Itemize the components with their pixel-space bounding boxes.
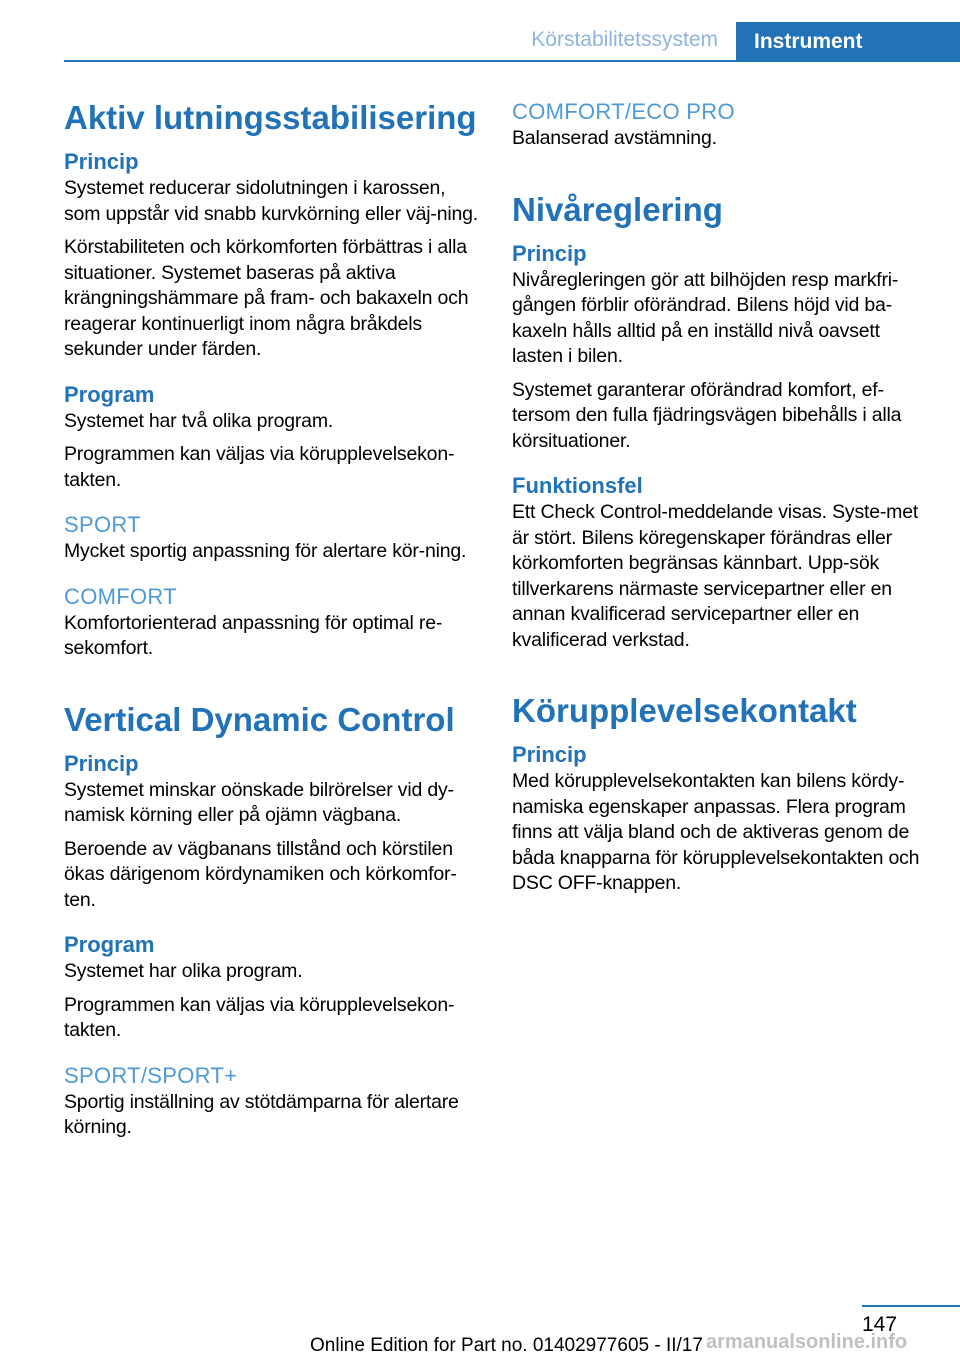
page-number: 147 bbox=[862, 1313, 898, 1336]
header-chapter-tab: Instrument bbox=[736, 22, 960, 60]
edition-note: Online Edition for Part no. 01402977605 - II/17 bbox=[310, 1335, 703, 1356]
right-column bbox=[512, 98, 927, 905]
subheading-program: Program bbox=[64, 381, 155, 407]
subheading-funktionsfel: Funktionsfel bbox=[512, 473, 643, 498]
paragraph: Mycket sportig anpassning för alertare kör‐ning. bbox=[64, 540, 467, 562]
subheading-princip: Princip bbox=[64, 149, 139, 174]
paragraph: Programmen kan väljas via körupplevelsekon‐takten. bbox=[64, 443, 455, 491]
paragraph: Körstabiliteten och körkomforten förbättras i alla situationer. Systemet baseras på aktiva krängningshämmare på fram- och bakaxeln och reagerar kontinuerligt inom några bråkdels sekunder under färden. bbox=[64, 236, 469, 360]
paragraph: Komfortorienterad anpassning för optimal re‐sekomfort. bbox=[64, 611, 443, 659]
paragraph: Systemet garanterar oförändrad komfort, ef‐tersom den fulla fjädringsvägen bibehålls i alla körsituationer. bbox=[512, 378, 902, 452]
paragraph: Beroende av vägbanans tillstånd och körstilen ökas därigenom kördynamiken och körkomfor‐ten. bbox=[64, 837, 457, 911]
paragraph: Sportig inställning av stötdämparna för alertare körning. bbox=[64, 1090, 459, 1138]
paragraph: Nivåregleringen gör att bilhöjden resp markfri‐gången förblir oförändrad. Bilens höjd vid ba‐kaxeln hålls alltid på en inställd nivå oavsett lasten i bilen. bbox=[512, 268, 899, 367]
paragraph: Med körupplevelsekontakten kan bilens kördy‐namiska egenskaper anpassas. Flera program finns att välja bland och de aktiveras genom de båda knapparna för körupplevelsekontakten och DSC OFF-knappen. bbox=[512, 770, 920, 894]
paragraph: Systemet reducerar sidolutningen i karossen, som uppstår vid snabb kurvkörning eller väj‐ning. bbox=[64, 177, 478, 225]
header-rule bbox=[64, 60, 960, 62]
left-column bbox=[64, 98, 479, 1149]
mode-heading-sport-plus: SPORT/SPORT+ bbox=[64, 1062, 238, 1088]
heading-vertical-dynamic-control: Vertical Dynamic Control bbox=[64, 700, 455, 738]
paragraph: Ett Check Control-meddelande visas. Syste‐met är stört. Bilens köregenskaper förändras eller körkomforten begränsas kännbart. Upp‐sök tillverkarens närmaste servicepartner eller en annan kvalificerad servicepartner eller en kvalificerad verkstad. bbox=[512, 501, 919, 651]
paragraph: Systemet har två olika program. bbox=[64, 409, 334, 432]
heading-nivareglering: Nivåreglering bbox=[512, 190, 723, 228]
paragraph: Systemet minskar oönskade bilrörelser vid dy‐namisk körning eller på ojämn vägbana. bbox=[64, 778, 454, 826]
mode-heading-comfort: COMFORT bbox=[64, 583, 177, 609]
mode-heading-comfort-eco-pro: COMFORT/ECO PRO bbox=[512, 99, 735, 124]
subheading-princip: Princip bbox=[64, 750, 139, 776]
header-section-title: Körstabilitetssystem bbox=[531, 28, 718, 51]
footer-rule bbox=[862, 1305, 960, 1307]
paragraph: Programmen kan väljas via körupplevelsekon‐takten. bbox=[64, 993, 455, 1041]
subheading-program: Program bbox=[64, 932, 155, 957]
watermark: armanualsonline.info bbox=[706, 1331, 908, 1353]
heading-aktiv-lutningsstabilisering: Aktiv lutningsstabilisering bbox=[64, 99, 477, 136]
paragraph: Systemet har olika program. bbox=[64, 960, 303, 982]
mode-heading-sport: SPORT bbox=[64, 512, 141, 537]
page-header bbox=[0, 0, 960, 62]
paragraph: Balanserad avstämning. bbox=[512, 127, 717, 149]
heading-korupplevelsekontakt: Körupplevelsekontakt bbox=[512, 692, 857, 729]
subheading-princip: Princip bbox=[512, 742, 587, 767]
subheading-princip: Princip bbox=[512, 240, 587, 266]
